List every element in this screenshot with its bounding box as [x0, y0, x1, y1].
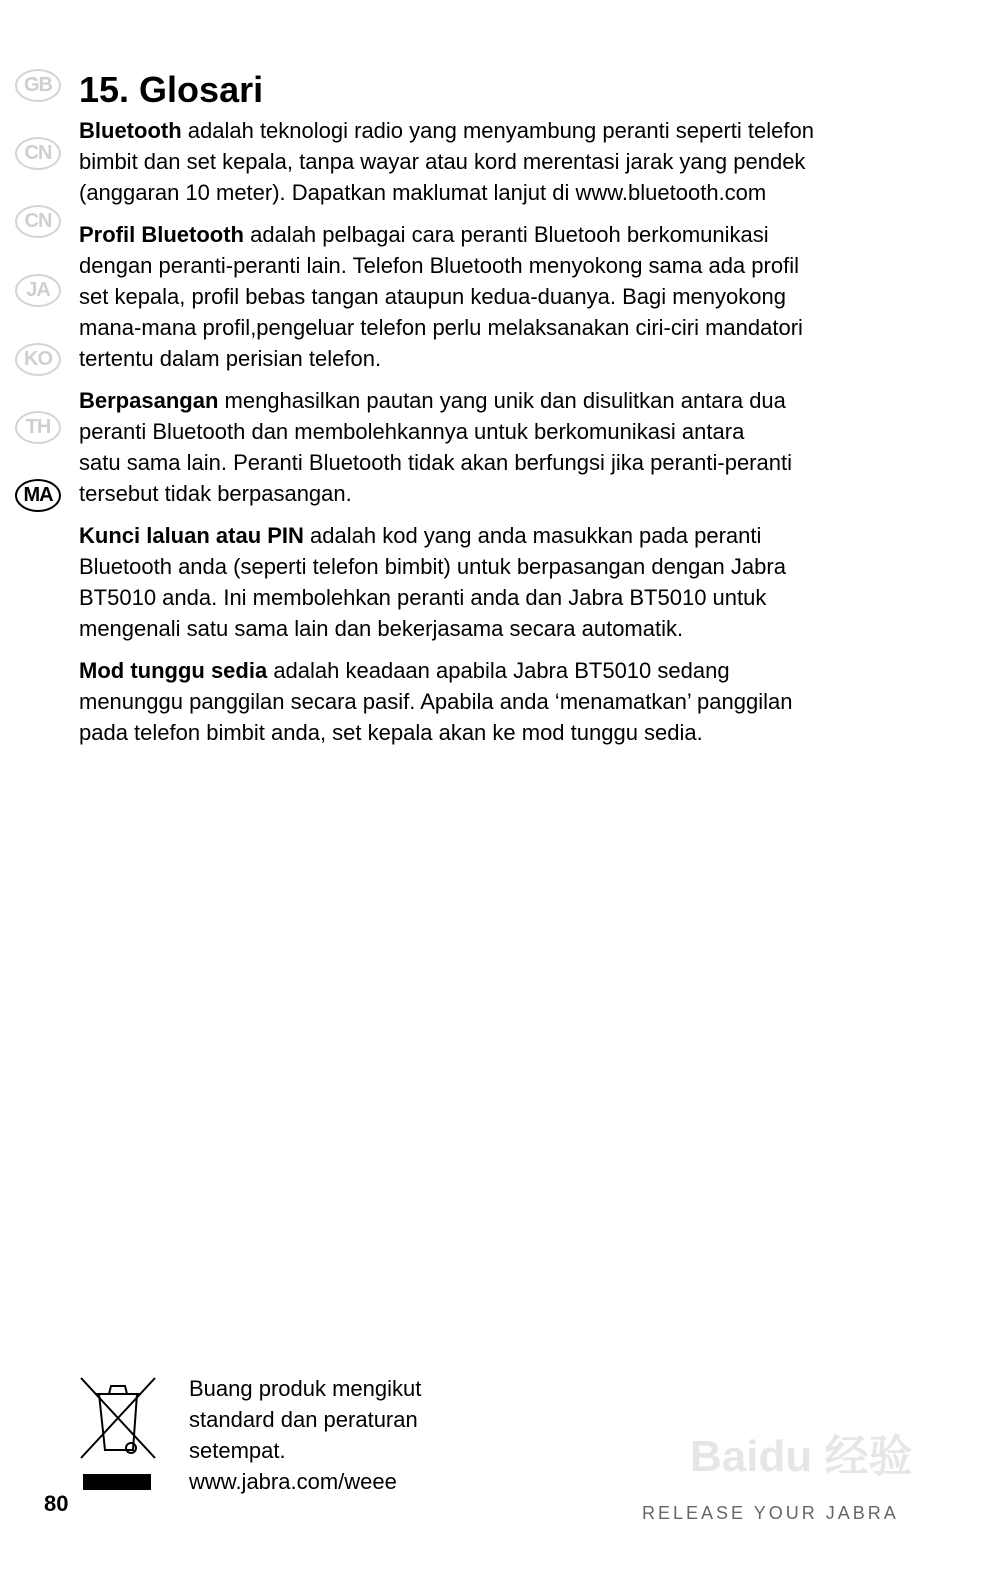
- crossed-bin-icon: [79, 1376, 157, 1460]
- entry-term: Berpasangan: [79, 388, 219, 413]
- language-tab-ma[interactable]: MA: [15, 479, 61, 512]
- page-title: 15. Glosari: [79, 69, 264, 110]
- entry-text: adalah keadaan apabila Jabra BT5010 sedang: [267, 658, 730, 683]
- weee-link: www.jabra.com/weee: [189, 1469, 397, 1494]
- entry-line: [79, 219, 919, 250]
- entry-text: menghasilkan pautan yang unik dan disulitkan antara dua: [218, 388, 786, 413]
- glossary-entry: [79, 115, 919, 208]
- entry-term: Bluetooth: [79, 118, 182, 143]
- entry-text: adalah pelbagai cara peranti Bluetooh berkomunikasi: [243, 222, 769, 247]
- page-number: 80: [44, 1491, 69, 1516]
- entry-line: [79, 655, 919, 686]
- language-tab-ja[interactable]: JA: [15, 274, 61, 307]
- language-tab-ko[interactable]: KO: [15, 343, 61, 376]
- entry-line: bimbit dan set kepala, tanpa wayar atau kord merentasi jarak yang pendek: [79, 149, 806, 174]
- entry-line: (anggaran 10 meter). Dapatkan maklumat lanjut di www.bluetooth.com: [79, 180, 767, 205]
- entry-line: peranti Bluetooth dan membolehkannya untuk berkomunikasi antara: [79, 419, 745, 444]
- glossary-entry: [79, 655, 919, 748]
- entry-line: mengenali satu sama lain dan bekerjasama secara automatik.: [79, 616, 684, 641]
- language-tab-gb[interactable]: GB: [15, 69, 61, 102]
- entry-line: Bluetooth anda (seperti telefon bimbit) untuk berpasangan dengan Jabra: [79, 554, 786, 579]
- glossary-entry: [79, 219, 919, 374]
- entry-line: set kepala, profil bebas tangan ataupun kedua-duanya. Bagi menyokong: [79, 284, 786, 309]
- entry-term: Mod tunggu sedia: [79, 658, 268, 683]
- entry-line: satu sama lain. Peranti Bluetooth tidak akan berfungsi jika peranti-peranti: [79, 450, 792, 475]
- glossary: [79, 115, 919, 759]
- language-tab-cn[interactable]: CN: [15, 137, 61, 170]
- entry-term: Profil Bluetooth: [79, 222, 244, 247]
- entry-line: dengan peranti-peranti lain. Telefon Bluetooth menyokong sama ada profil: [79, 253, 799, 278]
- entry-line: [79, 115, 919, 146]
- weee-line: standard dan peraturan: [189, 1407, 418, 1432]
- entry-text: adalah teknologi radio yang menyambung peranti seperti telefon: [181, 118, 814, 143]
- language-tab-cn[interactable]: CN: [15, 205, 61, 238]
- language-tab-th[interactable]: TH: [15, 411, 61, 444]
- glossary-entry: [79, 385, 919, 509]
- entry-text: adalah kod yang anda masukkan pada peranti: [303, 523, 762, 548]
- entry-line: tersebut tidak berpasangan.: [79, 481, 352, 506]
- entry-line: [79, 385, 919, 416]
- weee-bar: [83, 1474, 151, 1490]
- entry-line: tertentu dalam perisian telefon.: [79, 346, 382, 371]
- entry-line: BT5010 anda. Ini membolehkan peranti anda dan Jabra BT5010 untuk: [79, 585, 767, 610]
- watermark: Baidu 经验: [690, 1432, 913, 1481]
- slogan: RELEASE YOUR JABRA: [642, 1503, 899, 1523]
- entry-line: [79, 520, 919, 551]
- weee-line: Buang produk mengikut: [189, 1376, 422, 1401]
- entry-line: menunggu panggilan secara pasif. Apabila anda ‘menamatkan’ panggilan: [79, 689, 793, 714]
- entry-term: Kunci laluan atau PIN: [79, 523, 304, 548]
- entry-line: mana-mana profil,pengeluar telefon perlu melaksanakan ciri-ciri mandatori: [79, 315, 803, 340]
- weee-notice: [189, 1373, 421, 1497]
- glossary-entry: [79, 520, 919, 644]
- entry-line: pada telefon bimbit anda, set kepala akan ke mod tunggu sedia.: [79, 720, 703, 745]
- weee-line: setempat.: [189, 1438, 286, 1463]
